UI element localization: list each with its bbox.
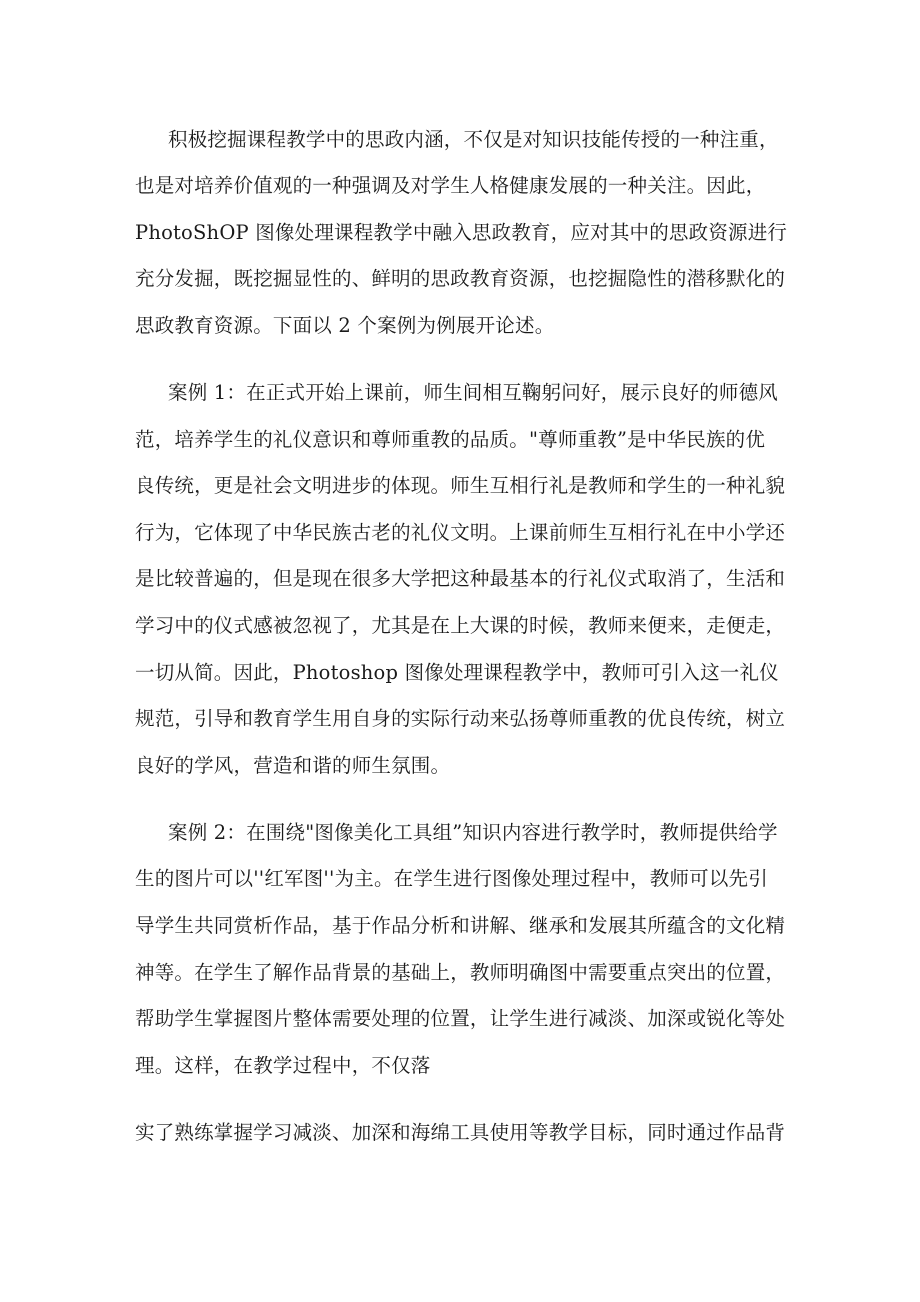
paragraph-2-line-2: 范，培养学生的礼仪意识和尊师重教的品质。"尊师重教”是中华民族的优 xyxy=(135,428,766,451)
paragraph-2-line-8: 规范，引导和教育学生用自身的实际行动来弘扬尊师重教的优良传统，树立 xyxy=(135,707,786,730)
paragraph-1-line-4: 充分发掘，既挖掘显性的、鲜明的思政教育资源，也挖掘隐性的潜移默化的 xyxy=(135,267,786,290)
paragraph-2-line-1: 案例 1：在正式开始上课前，师生间相互鞠躬问好，展示良好的师德风 xyxy=(168,381,779,404)
paragraph-2-line-5: 是比较普遍的，但是现在很多大学把这种最基本的行礼仪式取消了，生活和 xyxy=(135,567,786,590)
paragraph-2-line-9: 良好的学风，营造和谐的师生氛围。 xyxy=(135,754,451,777)
paragraph-1-line-1: 积极挖掘课程教学中的思政内涵，不仅是对知识技能传授的一种注重， xyxy=(168,128,779,151)
paragraph-2-line-6: 学习中的仪式感被忽视了，尤其是在上大课的时候，教师来便来，走便走， xyxy=(135,614,786,637)
paragraph-3-line-1: 案例 2：在围绕"图像美化工具组”知识内容进行教学时，教师提供给学 xyxy=(168,821,778,844)
paragraph-3-line-6: 理。这样，在教学过程中，不仅落 xyxy=(135,1054,431,1077)
paragraph-3-line-2: 生的图片可以''红军图''为主。在学生进行图像处理过程中，教师可以先引 xyxy=(135,867,768,890)
paragraph-1-line-5: 思政教育资源。下面以 2 个案例为例展开论述。 xyxy=(135,314,555,337)
paragraph-4-line-1: 实了熟练掌握学习减淡、加深和海绵工具使用等教学目标，同时通过作品背 xyxy=(135,1121,786,1144)
paragraph-2-line-7: 一切从简。因此，Photoshop 图像处理课程教学中，教师可引入这一礼仪 xyxy=(135,661,779,684)
paragraph-1-line-3: PhotoShOP 图像处理课程教学中融入思政教育，应对其中的思政资源进行 xyxy=(135,221,788,244)
paragraph-3-line-5: 帮助学生掌握图片整体需要处理的位置，让学生进行减淡、加深或锐化等处 xyxy=(135,1007,786,1030)
paragraph-2-line-4: 行为，它体现了中华民族古老的礼仪文明。上课前师生互相行礼在中小学还 xyxy=(135,521,786,544)
paragraph-2-line-3: 良传统，更是社会文明进步的体现。师生互相行礼是教师和学生的一种礼貌 xyxy=(135,474,786,497)
paragraph-1-line-2: 也是对培养价值观的一种强调及对学生人格健康发展的一种关注。因此， xyxy=(135,174,766,197)
paragraph-3-line-3: 导学生共同赏析作品，基于作品分析和讲解、继承和发展其所蕴含的文化精 xyxy=(135,914,786,937)
paragraph-3-line-4: 神等。在学生了解作品背景的基础上，教师明确图中需要重点突出的位置， xyxy=(135,961,786,984)
